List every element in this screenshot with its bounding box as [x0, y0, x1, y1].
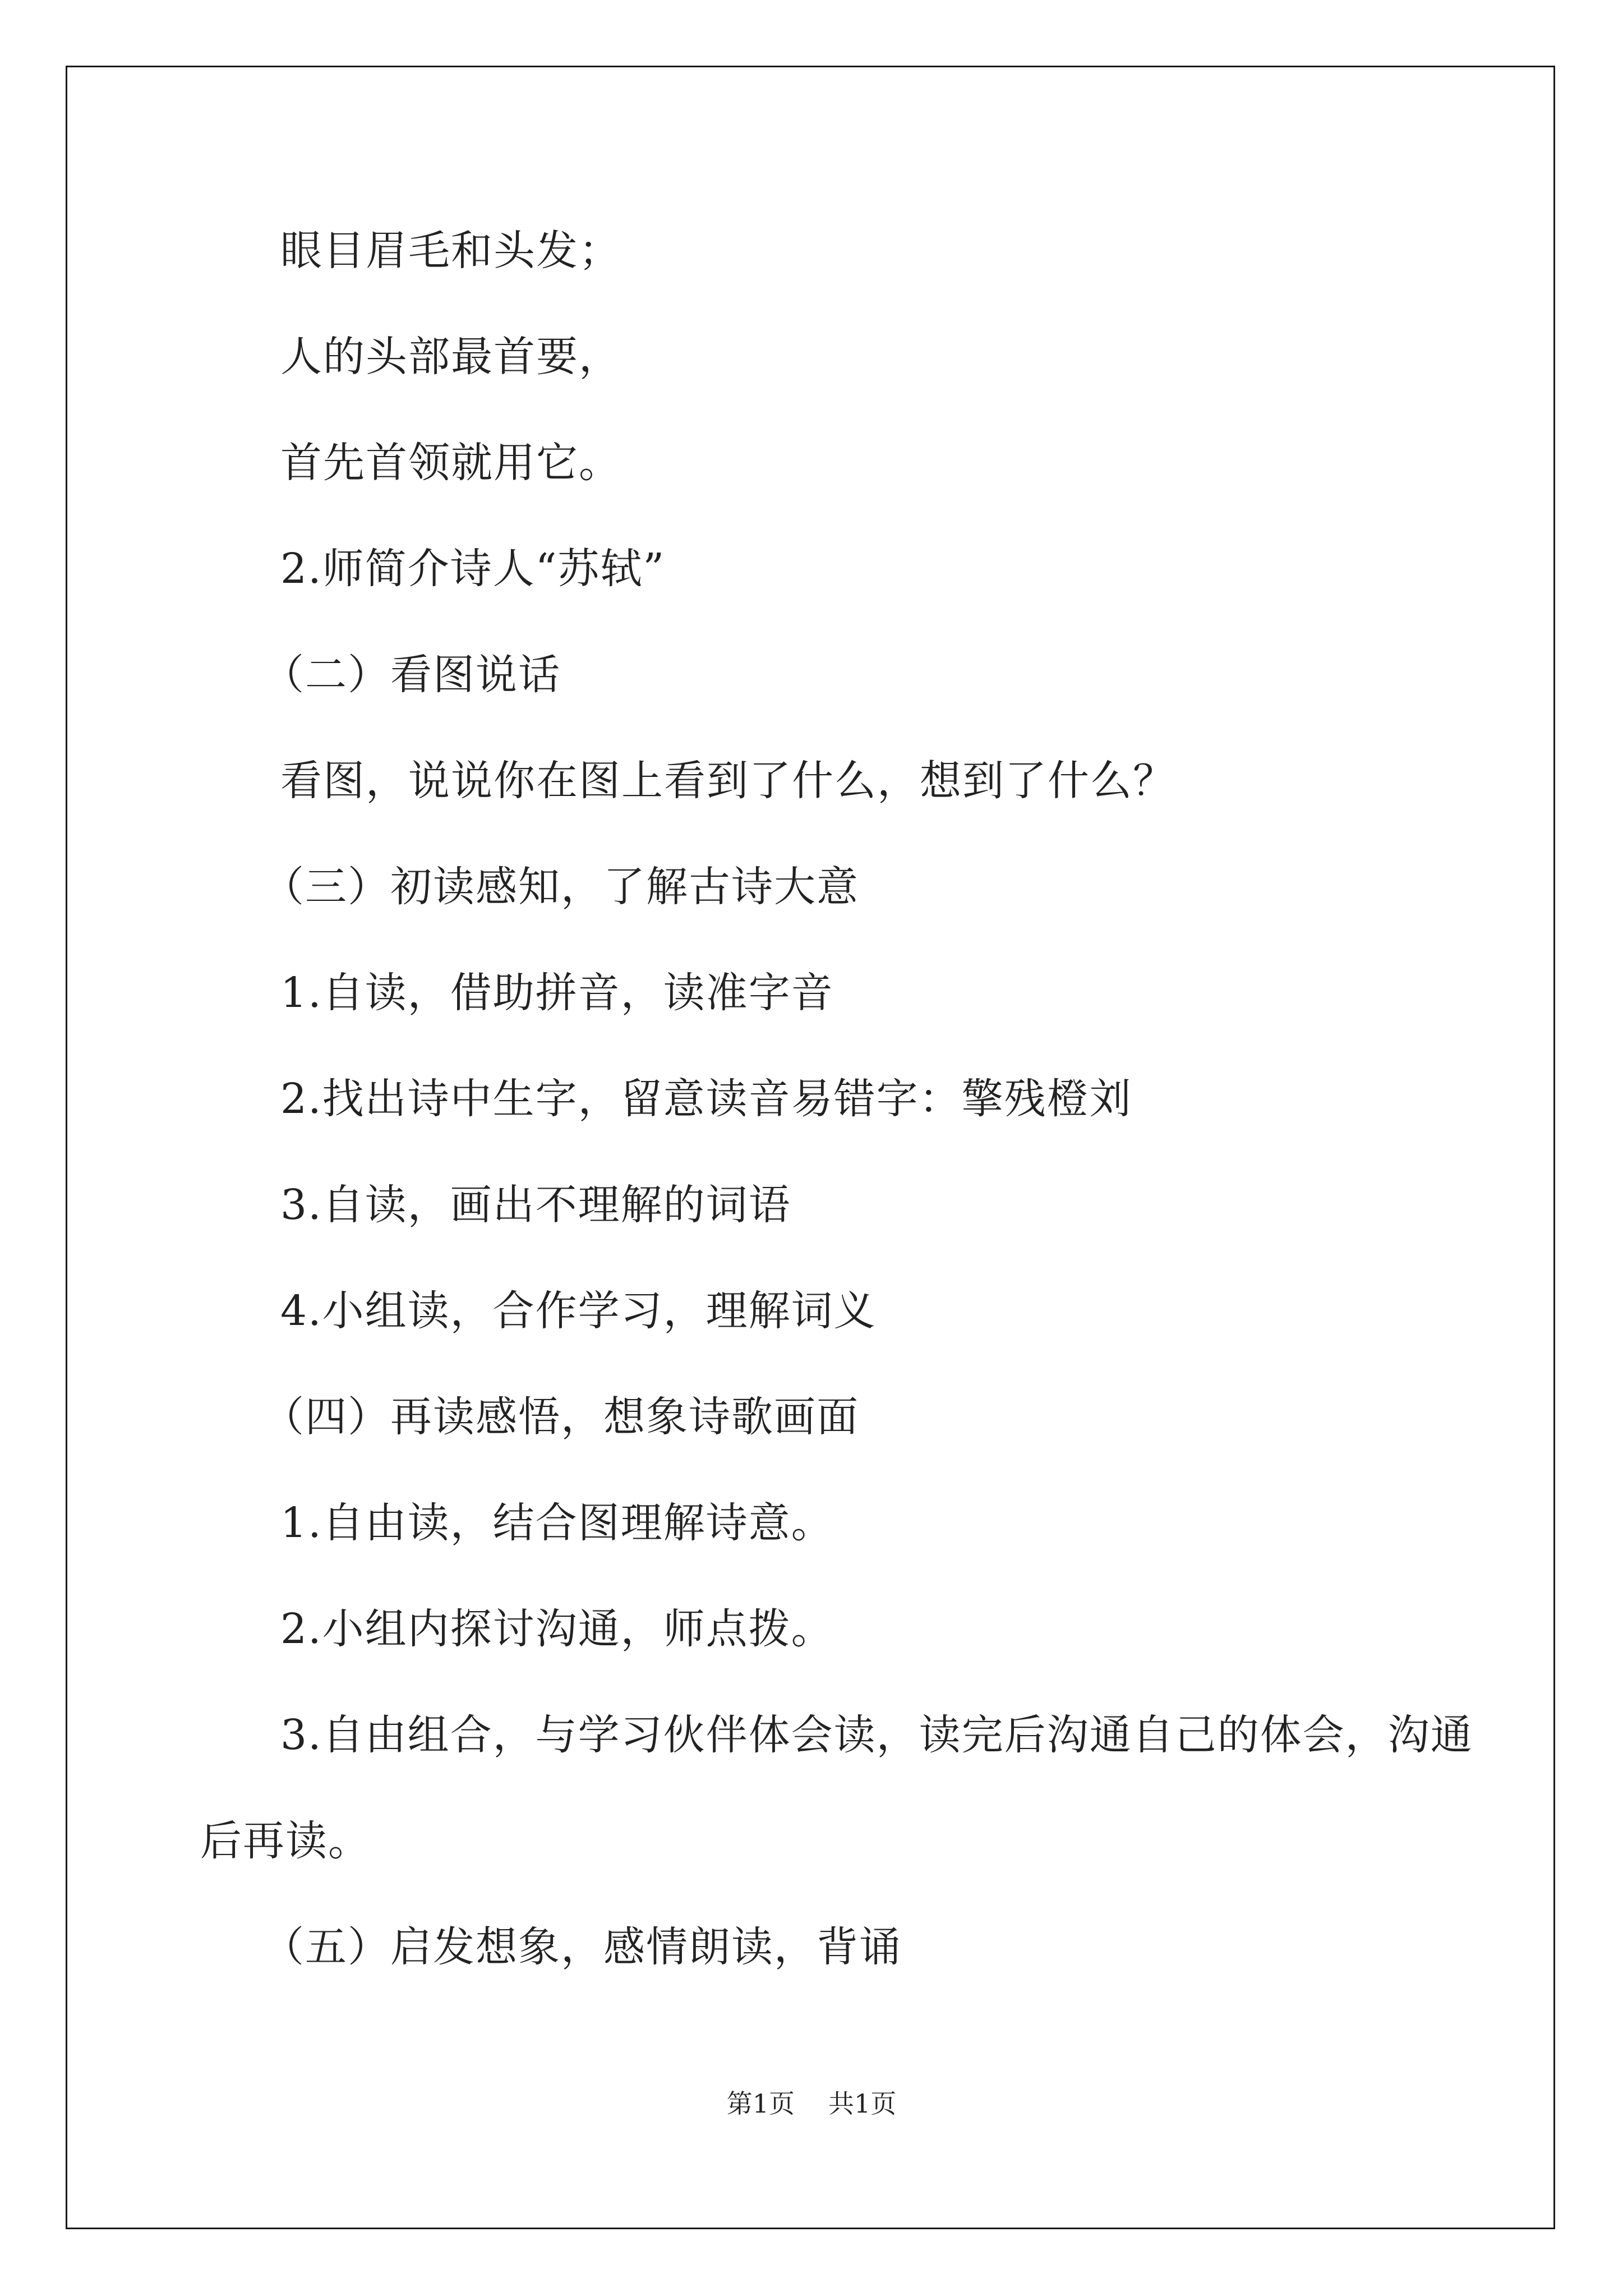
text-line: 1.自由读，结合图理解诗意。 — [280, 1499, 834, 1547]
section-heading: （四）再读感悟，想象诗歌画面 — [262, 1393, 859, 1441]
text-line: 看图，说说你在图上看到了什么，想到了什么？ — [280, 757, 1175, 805]
text-line: 1.自读，借助拼音，读准字音 — [280, 969, 834, 1017]
text-line: 2.找出诗中生字，留意读音易错字：擎残橙刘 — [280, 1075, 1132, 1123]
text-line: 3.自由组合，与学习伙伴体会读，读完后沟通自己的体会，沟通 — [280, 1711, 1473, 1759]
text-line: 4.小组读，合作学习，理解词义 — [280, 1287, 877, 1335]
page-footer — [0, 2087, 1623, 2120]
text-line-continuation: 后再读。 — [200, 1817, 371, 1865]
page-number-total: 共1页 — [828, 2088, 897, 2119]
text-line: 人的头部最首要， — [280, 333, 621, 381]
text-line: 3.自读，画出不理解的词语 — [280, 1181, 791, 1229]
page-number-current: 第1页 — [726, 2088, 795, 2119]
text-line: 首先首领就用它。 — [280, 439, 621, 487]
section-heading: （五）启发想象，感情朗读，背诵 — [262, 1923, 902, 1971]
text-line: 2.小组内探讨沟通，师点拨。 — [280, 1605, 834, 1653]
section-heading: （三）初读感知，了解古诗大意 — [262, 863, 859, 911]
section-heading: （二）看图说话 — [262, 651, 561, 699]
text-line: 眼目眉毛和头发； — [280, 227, 621, 275]
text-line: 2.师简介诗人“苏轼” — [280, 545, 666, 593]
